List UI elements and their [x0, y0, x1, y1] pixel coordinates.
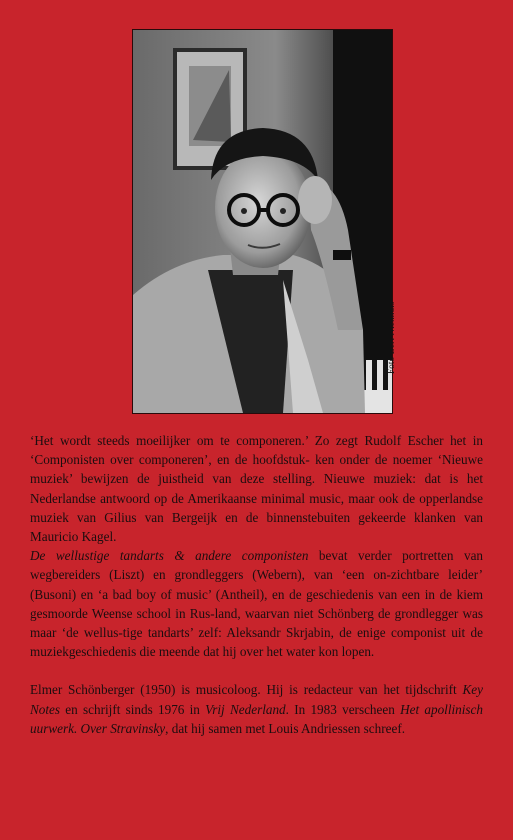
line: , dat hij samen met [165, 720, 266, 736]
back-cover-text [30, 431, 483, 738]
line: zichtbare leider’ (Busoni) en ‘a bad boy of music’ (Antheil), en de [30, 567, 483, 602]
magazine-title: Vrij Nederland [205, 701, 286, 717]
line: . In 1983 [285, 701, 337, 717]
line: ken onder de noemer ‘Nieuwe muziek’ bewijzen de juistheid van [30, 452, 484, 487]
author-portrait-image [133, 30, 392, 413]
line: tijdschrift [405, 682, 463, 698]
line: bevat verder portretten [308, 548, 454, 564]
line: ‘Het wordt steeds moeilijker om te componeren.’ Zo zegt Rudolf [30, 433, 402, 448]
line: van Gilius van Bergeijk en de binnenstebuiten gekeerde klanken van [77, 509, 484, 525]
magazine-title: Key Notes [30, 682, 483, 717]
description-paragraph [30, 431, 483, 661]
line: tige tandarts’ zelf: Aleksandr Skrjabin, de enige componist uit de [122, 625, 483, 641]
book-title: Het apollinisch uurwerk. Over Stravinsky [30, 701, 484, 736]
book-title: De wellustige tandarts & andere componisten [30, 548, 309, 564]
line: Escher het in ‘Componisten over componeren’, en de hoofdstuk- [30, 433, 484, 468]
line: Elmer Schönberger (1950) is musicoloog. Hij is redacteur van het [30, 682, 400, 698]
line: land, waarvan niet Schönberg de grondlegger was maar ‘de wellus- [30, 605, 484, 641]
line: verscheen [342, 701, 401, 717]
photo-credit: Foto Bert Nienhuis [386, 301, 396, 374]
line: muziekgeschiedenis die meende dat hij over het water kon lopen. [30, 644, 375, 660]
line: Louis Andriessen schreef. [268, 720, 406, 736]
line: van wegbereiders (Liszt) en grondleggers (Webern), van ‘een on- [30, 548, 484, 583]
author-photo [133, 30, 392, 413]
line: en schrijft sinds 1976 in [60, 701, 206, 717]
line: de Amerikaanse minimal music, maar ook de opperlandse muziek [30, 490, 484, 525]
line: deze stelling. Nieuwe muziek: dat is het Nederlandse antwoord op [30, 471, 483, 506]
line: geschiedenis van een in de kiem gesmoorde Weense school in Rus- [30, 586, 483, 621]
line: Mauricio Kagel. [30, 529, 117, 545]
author-bio-paragraph [30, 680, 483, 738]
